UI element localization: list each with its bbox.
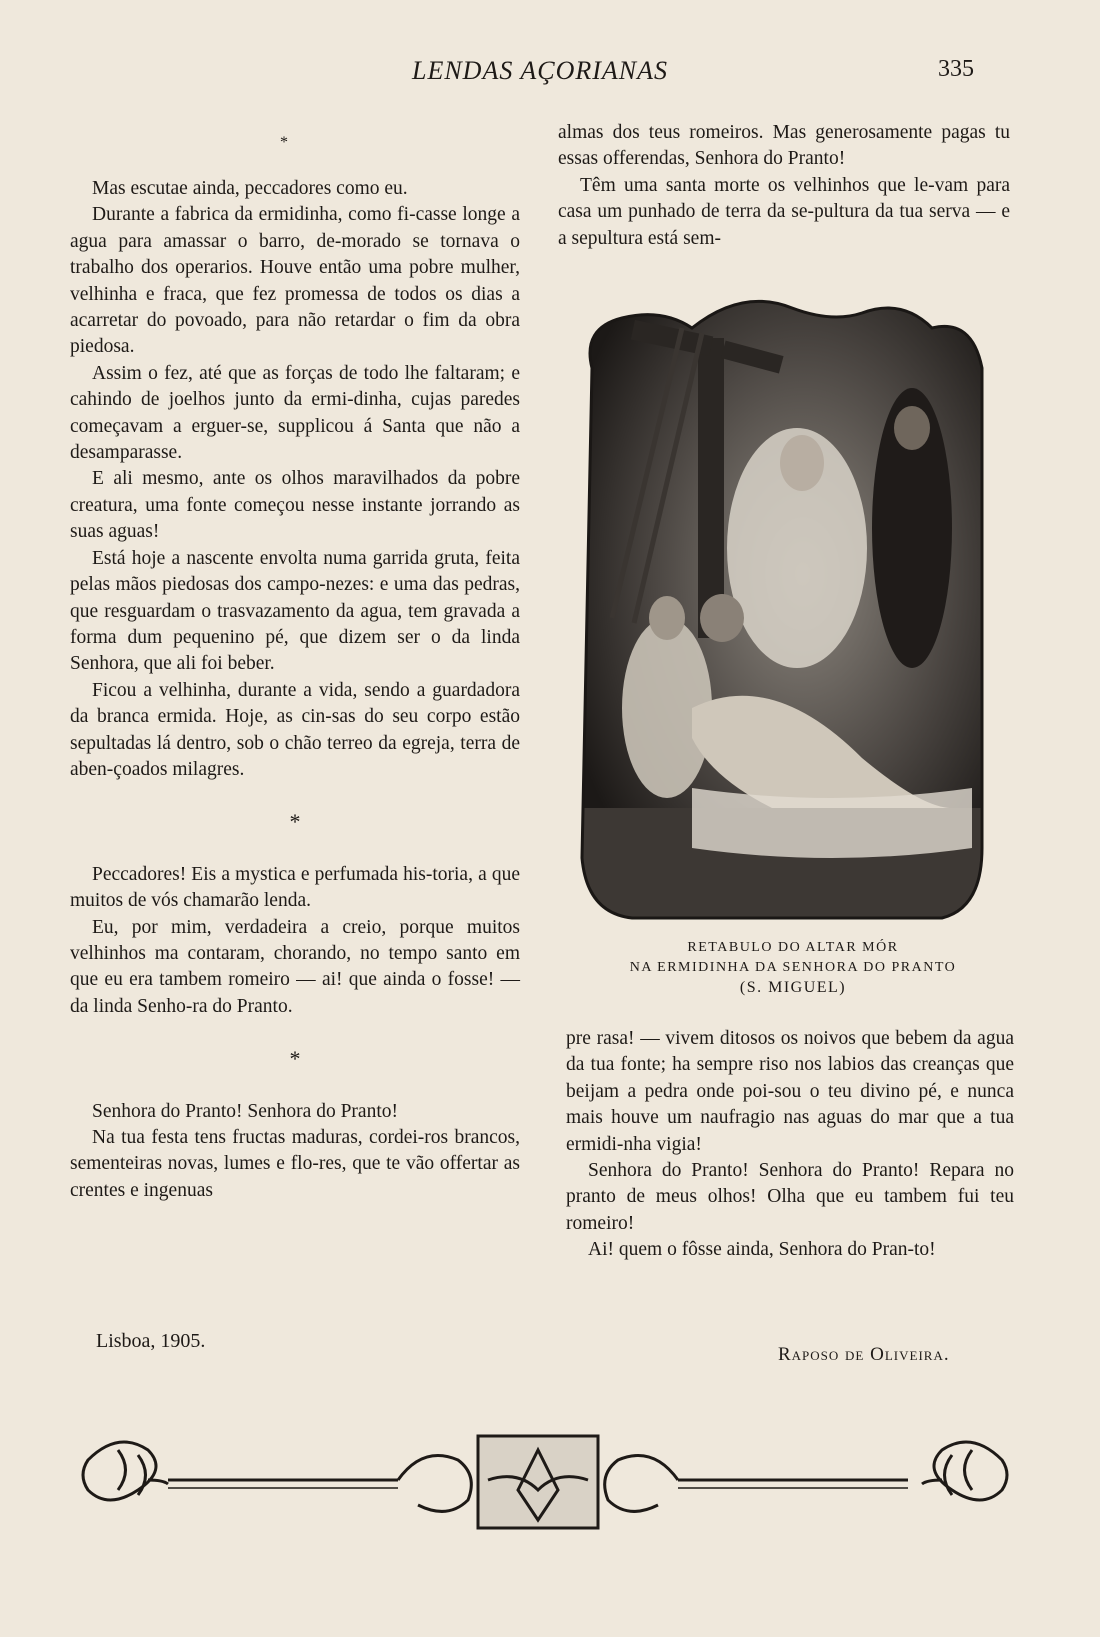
section-divider-star: * — [289, 809, 301, 835]
paragraph: Senhora do Pranto! Senhora do Pranto! Repara no pranto de meus olhos! Olha que eu tambem fui teu romeiro! — [566, 1160, 1014, 1234]
caption-line: (S. MIGUEL) — [739, 979, 847, 996]
paragraph: pre rasa! — vivem ditosos os noivos que bebem da agua da tua fonte; ha sempre riso nos labios das creanças que beijam a pedra onde poi-sou o teu divino pé, e nunca mais houve um naufragio nas aguas do mar que a tua ermidi-nha vigia! — [566, 1028, 1014, 1155]
paragraph: Ai! quem o fôsse ainda, Senhora do Pran-to! — [588, 1239, 936, 1261]
paragraph: Mas escutae ainda, peccadores como eu. — [92, 178, 408, 199]
altarpiece-illustration — [572, 288, 992, 924]
figure-caption — [598, 938, 988, 998]
right-column-top — [558, 120, 1010, 252]
flower-ornament-right — [922, 1442, 1007, 1500]
left-column — [70, 176, 520, 1204]
page-number: 335 — [938, 56, 974, 82]
section-divider-star: * — [289, 1046, 301, 1072]
pieta-image — [572, 288, 992, 924]
paragraph: Eu, por mim, verdadeira a creio, porque muitos velhinhos ma contaram, chorando, no tempo santo em que eu era tambem romeiro — ai! que ainda o fosse! — da linda Senho-ra do Pranto. — [70, 916, 520, 1017]
right-column-bottom — [566, 1026, 1014, 1264]
flower-ornament-left — [83, 1442, 168, 1500]
paragraph: Na tua festa tens fructas maduras, cordei-ros brancos, sementeiras novas, lumes e flo-res, que te vão offertar as crentes e ingenuas — [70, 1127, 520, 1201]
paragraph: E ali mesmo, ante os olhos maravilhados da pobre creatura, uma fonte começou nesse instante jorrando as suas aguas! — [70, 468, 520, 543]
author-signature: Raposo de Oliveira. — [778, 1344, 950, 1365]
paragraph: Está hoje a nascente envolta numa garrida gruta, feita pelas mãos piedosas dos campo-nezes: e uma das pedras, que resguardam o trasvazamento da agua, tem gravada a forma dum pequenino pé, que dizem ser o da linda Senhora, que ali foi beber. — [70, 547, 520, 675]
caption-line: NA ERMIDINHA DA SENHORA DO PRANTO — [629, 960, 957, 975]
paragraph: Assim o fez, até que as forças de todo lhe faltaram; e cahindo de joelhos junto da ermi-dinha, cujas paredes começavam a erguer-se, supplicou á Santa que não a desamparasse. — [70, 362, 520, 464]
paragraph: Peccadores! Eis a mystica e perfumada his-toria, a que muitos de vós chamarão lenda. — [70, 863, 520, 912]
paragraph: Têm uma santa morte os velhinhos que le-vam para casa um punhado de terra da se-pultura da tua serva — e a sepultura está sem- — [558, 174, 1010, 249]
running-title: LENDAS AÇORIANAS — [411, 56, 669, 85]
place-date: Lisboa, 1905. — [96, 1330, 206, 1352]
paragraph: almas dos teus romeiros. Mas generosamente pagas tu essas offerendas, Senhora do Pranto! — [558, 122, 1010, 170]
paragraph: Durante a fabrica da ermidinha, como fi-casse longe a agua para amassar o barro, de-morado se tornava o trabalho dos operarios. Houve então uma pobre mulher, velhinha e fraca, que fez promessa de todos os dias a acarretar do povoado, para não retardar o fim da obra piedosa. — [70, 204, 520, 358]
flower-ornament-center — [398, 1436, 678, 1528]
caption-line: RETABULO DO ALTAR MÓR — [687, 940, 899, 955]
paragraph: Ficou a velhinha, durante a vida, sendo a guardadora da branca ermida. Hoje, as cin-sas do seu corpo estão sepultadas lá dentro, sob o chão terreo da egreja, terra de aben-çoados milagres. — [70, 679, 520, 780]
decorative-floral-border — [78, 1430, 1012, 1534]
section-divider-star: * — [280, 134, 288, 151]
paragraph: Senhora do Pranto! Senhora do Pranto! — [92, 1100, 398, 1122]
